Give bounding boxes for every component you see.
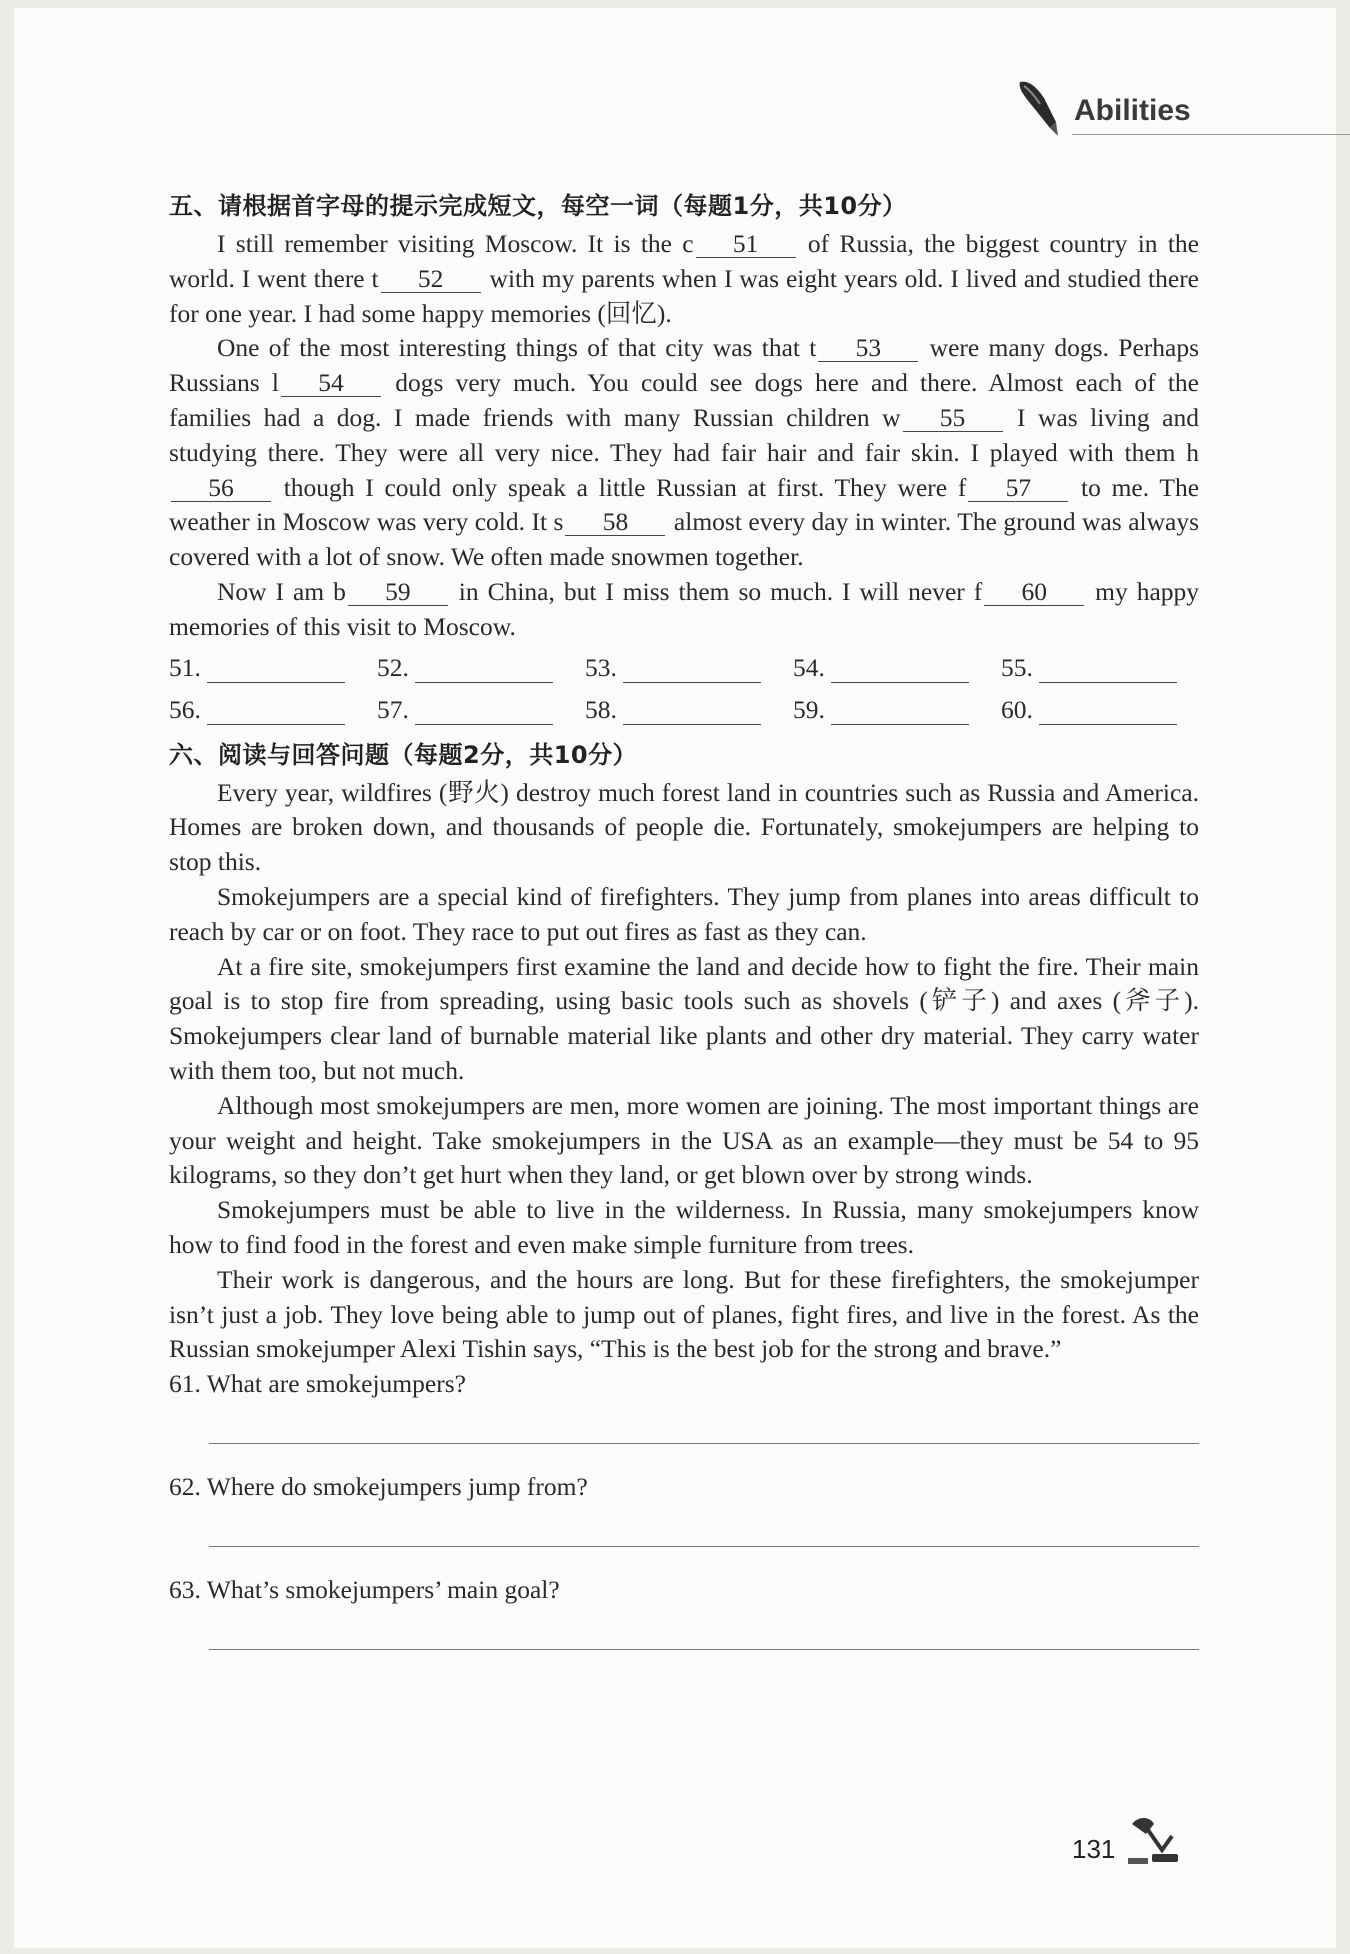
cloze-blank: 52 — [381, 266, 481, 293]
cloze-blank: 58 — [565, 509, 665, 536]
answer-slot[interactable] — [793, 695, 1001, 725]
answer-number: 52. — [377, 652, 409, 682]
answer-line[interactable] — [207, 658, 345, 683]
text-run: I still remember visiting Moscow. It is the c — [217, 229, 694, 258]
cloze-blank: 51 — [696, 231, 796, 258]
text-run: my happy memories of this visit to Moscow. — [169, 576, 1200, 641]
reading-paragraph: Smokejumpers must be able to live in the wilderness. In Russia, many smokejumpers know how to find food in the forest and even make simple furniture from trees. — [169, 1195, 1199, 1259]
answer-line[interactable] — [831, 658, 969, 683]
text-run: in China, but I miss them so much. I will never f — [458, 576, 983, 606]
header-rule — [1072, 134, 1350, 135]
text-run: were many dogs. Perhaps Russians l — [169, 333, 1200, 398]
reading-paragraph: At a fire site, smokejumpers first examine the land and decide how to fight the fire. Their main goal is to stop fire from spreading, using basic tools such as shovels (铲子) and axes (斧子). Smokejumpers clear land of burnable material like plants and other dry material. They carry water with them too, but not much. — [169, 951, 1199, 1085]
question-62: 62. Where do smokejumpers jump from? — [169, 1472, 588, 1502]
cloze-paragraph-1 — [169, 227, 1199, 331]
cloze-paragraph-2 — [169, 331, 1199, 575]
text-run: One of the most interesting things of that city was that t — [217, 333, 817, 363]
answer-line[interactable] — [623, 658, 761, 683]
reading-paragraph: Their work is dangerous, and the hours are long. But for these firefighters, the smokejumper isn’t just a job. They love being able to jump out of planes, fight fires, and live in the forest. As the Russian smokejumper Alexi Tishin says, “This is the best job for the strong and brave.” — [169, 1264, 1199, 1364]
answer-slot[interactable] — [377, 653, 585, 683]
pen-icon — [1014, 78, 1064, 138]
answer-slot[interactable] — [585, 695, 793, 725]
section-5-title: 五、请根据首字母的提示完成短文，每空一词（每题1分，共10分） — [169, 192, 907, 220]
section-6-title: 六、阅读与回答问题（每题2分，共10分） — [169, 740, 638, 769]
header-label: Abilities — [1074, 94, 1191, 127]
answer-line[interactable] — [209, 1443, 1199, 1444]
answer-number: 51. — [169, 652, 201, 682]
answer-slot[interactable] — [1001, 653, 1209, 683]
answer-slot[interactable] — [377, 695, 585, 725]
question-63: 63. What’s smokejumpers’ main goal? — [169, 1575, 560, 1605]
answer-slot[interactable] — [169, 695, 377, 725]
answer-number: 59. — [793, 694, 825, 724]
cloze-blank: 59 — [348, 579, 448, 606]
answer-slot[interactable] — [169, 653, 377, 683]
desk-lamp-icon — [1126, 1814, 1182, 1868]
question-61: 61. What are smokejumpers? — [169, 1369, 466, 1399]
answer-number: 55. — [1001, 652, 1033, 682]
answer-line[interactable] — [1039, 700, 1177, 725]
answer-number: 57. — [377, 694, 409, 724]
answer-line[interactable] — [831, 700, 969, 725]
cloze-blank: 53 — [818, 335, 918, 362]
cloze-blank: 57 — [968, 475, 1068, 502]
answer-line[interactable] — [1039, 658, 1177, 683]
cloze-blank: 60 — [984, 579, 1084, 606]
answer-number: 56. — [169, 694, 201, 724]
answer-line[interactable] — [415, 658, 553, 683]
cloze-blank: 54 — [281, 370, 381, 397]
workbook-page — [14, 8, 1336, 1948]
answer-line[interactable] — [415, 700, 553, 725]
answer-number: 54. — [793, 652, 825, 682]
answer-slot[interactable] — [793, 653, 1001, 683]
text-run: to me. The weather in Moscow was very cold. It s — [169, 472, 1200, 537]
answer-line[interactable] — [209, 1649, 1199, 1650]
answer-number: 58. — [585, 694, 617, 724]
page-number: 131 — [1072, 1834, 1116, 1864]
reading-paragraph: Every year, wildfires (野火) destroy much forest land in countries such as Russia and America. Homes are broken down, and thousands of people die. Fortunately, smokejumpers are helping to stop this. — [169, 777, 1199, 877]
cloze-blank: 55 — [903, 405, 1003, 432]
text-run: almost every day in winter. The ground was always covered with a lot of snow. We often made snowmen together. — [169, 507, 1200, 572]
content — [169, 186, 1199, 1676]
answer-number: 53. — [585, 652, 617, 682]
cloze-paragraph-3 — [169, 575, 1199, 645]
reading-paragraph: Smokejumpers are a special kind of firefighters. They jump from planes into areas difficult to reach by car or on foot. They race to put out fires as fast as they can. — [169, 881, 1199, 946]
text-run: though I could only speak a little Russian at first. They were f — [283, 472, 967, 502]
answer-slot[interactable] — [1001, 695, 1209, 725]
reading-paragraph: Although most smokejumpers are men, more women are joining. The most important things are your weight and height. Take smokejumpers in the USA as an example—they must be 54 to 95 kilograms, so they don’t get hurt when they land, or get blown over by strong winds. — [169, 1090, 1199, 1190]
answer-line[interactable] — [209, 1546, 1199, 1547]
text-run: I was living and studying there. They were all very nice. They had fair hair and fair skin. I played with them h — [169, 402, 1199, 467]
answer-slot[interactable] — [585, 653, 793, 683]
cloze-blank: 56 — [171, 475, 271, 502]
answer-grid — [169, 653, 1199, 725]
answer-line[interactable] — [623, 700, 761, 725]
answer-line[interactable] — [207, 700, 345, 725]
text-run: dogs very much. You could see dogs here and there. Almost each of the families had a dog. I made friends with many Russian children w — [169, 368, 1200, 432]
answer-number: 60. — [1001, 694, 1033, 724]
text-run: Now I am b — [217, 576, 346, 606]
text-run: with my parents when I was eight years old. I lived and studied there for one year. I had some happy memories (回忆). — [169, 263, 1200, 328]
text-run: of Russia, the biggest country in the world. I went there t — [169, 229, 1200, 293]
